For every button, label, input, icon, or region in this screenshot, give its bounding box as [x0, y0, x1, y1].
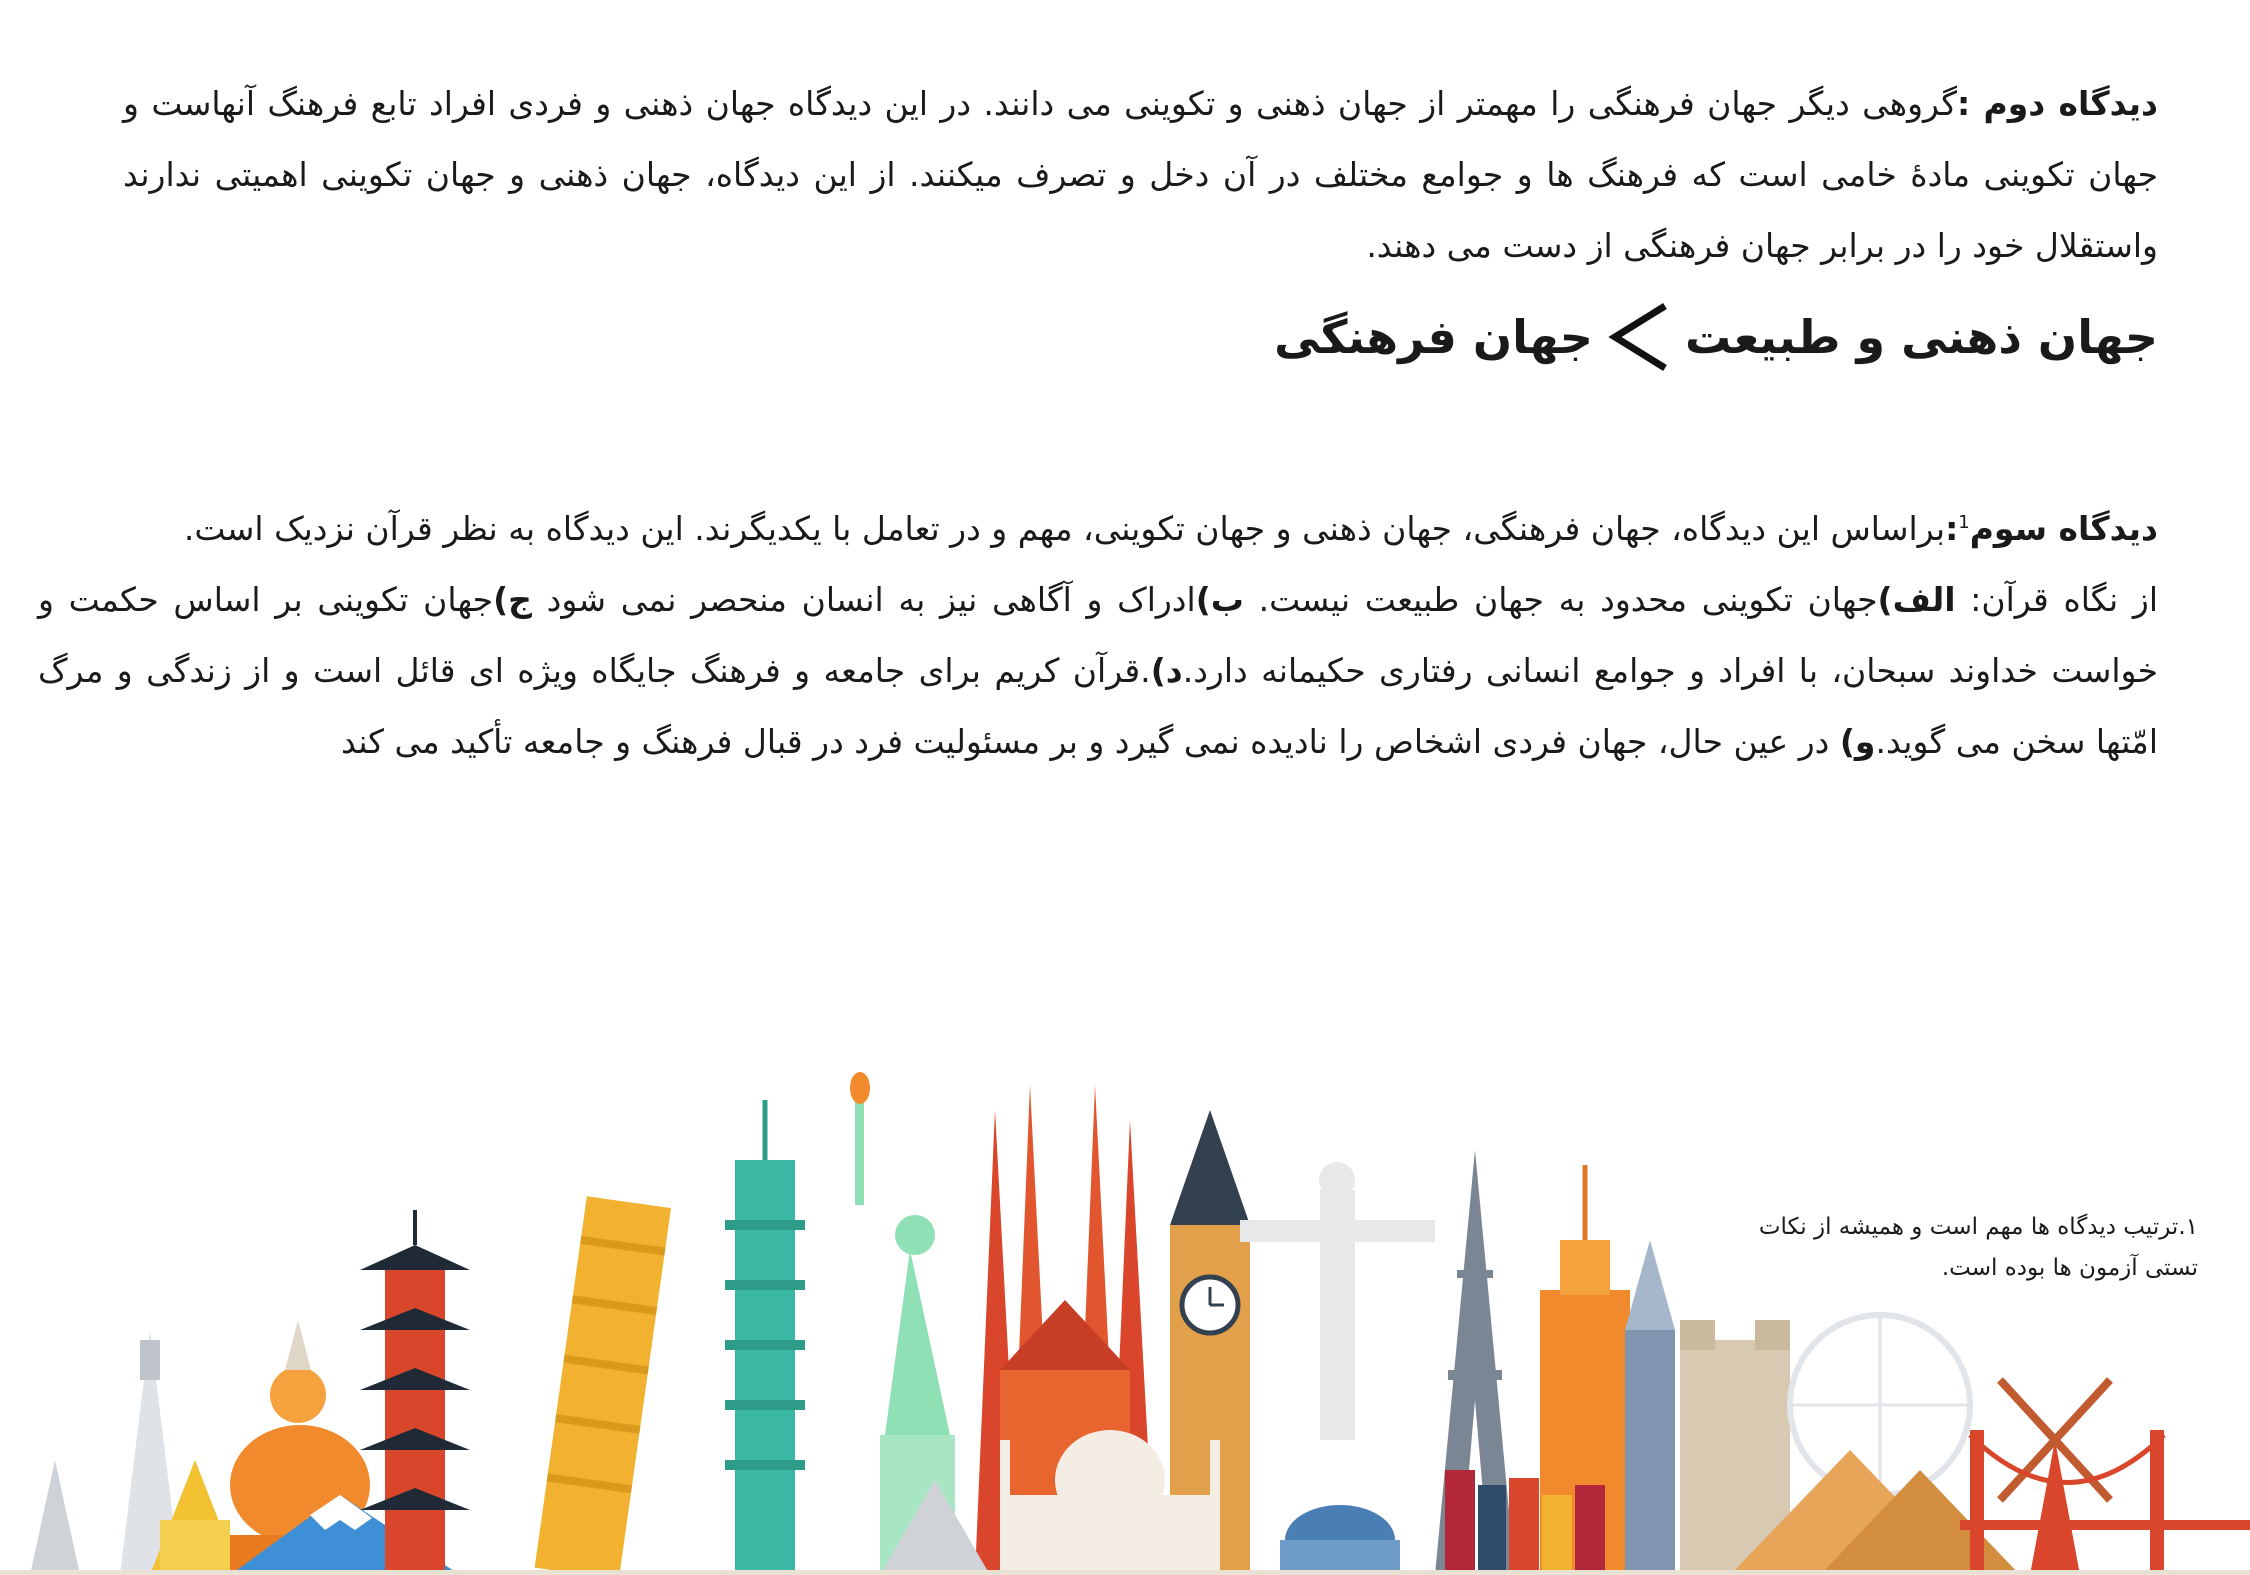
- golden-gate-bridge-icon: [1960, 1430, 2250, 1575]
- quran-view-paragraph: [38, 564, 2158, 777]
- quran-view-intro: از نگاه قرآن:: [1955, 580, 2159, 619]
- section-two-text: گروهی دیگر جهان فرهنگی را مهمتر از جهان ذهنی و تکوینی می دانند. در این دیدگاه جهان ذهنی و فردی افراد تابع فرهنگ آنهاست و جهان تکوینی مادۀ خامی است که فرهنگ ها و جوامع مختلف در آن دخل و تصرف میکنند. از این دیدگاه، جهان ذهنی و جهان تکوینی اهمیتی ندارند واستقلال خود را در برابر جهان فرهنگی از دست می دهند.: [123, 84, 2158, 265]
- section-three-paragraph: [88, 493, 2158, 564]
- text-c: جهان تکوینی بر اساس حکمت و خواست خداوند سبحان، با افراد و جوامع انسانی رفتاری حکیمانه دارد.: [38, 580, 2159, 690]
- text-e: در عین حال، جهان فردی اشخاص را نادیده نمی گیرد و بر مسئولیت فرد در قبال فرهنگ و جامعه تأکید می کند: [341, 722, 1840, 761]
- ferris-wheel-icon: [1790, 1315, 1970, 1495]
- formula-left: جهان ذهنی و طبیعت: [1684, 310, 2158, 364]
- label-d: د): [1150, 651, 1183, 690]
- colorful-houses-icon: [1445, 1470, 1605, 1575]
- label-a: الف): [1877, 580, 1956, 619]
- mosque-icon: [1280, 1505, 1400, 1575]
- label-c: ج): [493, 580, 532, 619]
- christ-the-redeemer-icon: [1240, 1162, 1435, 1440]
- thai-temple-icon: [30, 1330, 180, 1575]
- world-landmarks-skyline-illustration: [0, 1040, 2250, 1575]
- label-b: ب): [1195, 580, 1244, 619]
- section-two-paragraph: [123, 68, 2158, 281]
- formula-right: جهان فرهنگی: [1274, 310, 1593, 364]
- section-three-label: دیدگاه سوم: [1969, 509, 2158, 548]
- text-b: ادراک و آگاهی نیز به انسان منحصر نمی شود: [531, 580, 1196, 619]
- section-two-label: دیدگاه دوم :: [1956, 84, 2158, 123]
- text-a: جهان تکوینی محدود به جهان طبیعت نیست.: [1243, 580, 1878, 619]
- less-than-symbol: [1607, 300, 1671, 374]
- section-three-colon: :: [1945, 509, 1959, 548]
- worlds-comparison-heading: [1274, 300, 2158, 374]
- section-three-text: براساس این دیدگاه، جهان فرهنگی، جهان ذهنی و جهان تکوینی، مهم و در تعامل با یکدیگرند. این دیدگاه به نظر قرآن نزدیک است.: [183, 509, 1946, 548]
- footnote-ref: 1: [1958, 512, 1970, 533]
- label-e: و): [1839, 722, 1876, 761]
- taipei-101-icon: [725, 1100, 805, 1575]
- leaning-tower-pisa-icon: [535, 1196, 671, 1575]
- footnote: ۱.ترتیب دیدگاه ها مهم است و همیشه از نکات تستی آزمون ها بوده است.: [1758, 1214, 2198, 1281]
- text-d: .قرآن کریم برای جامعه و فرهنگ جایگاه ویژه ای قائل است و از زندگی و مرگ امّتها سخن می گوید.: [38, 651, 2158, 761]
- chrysler-building-icon: [1625, 1240, 1675, 1575]
